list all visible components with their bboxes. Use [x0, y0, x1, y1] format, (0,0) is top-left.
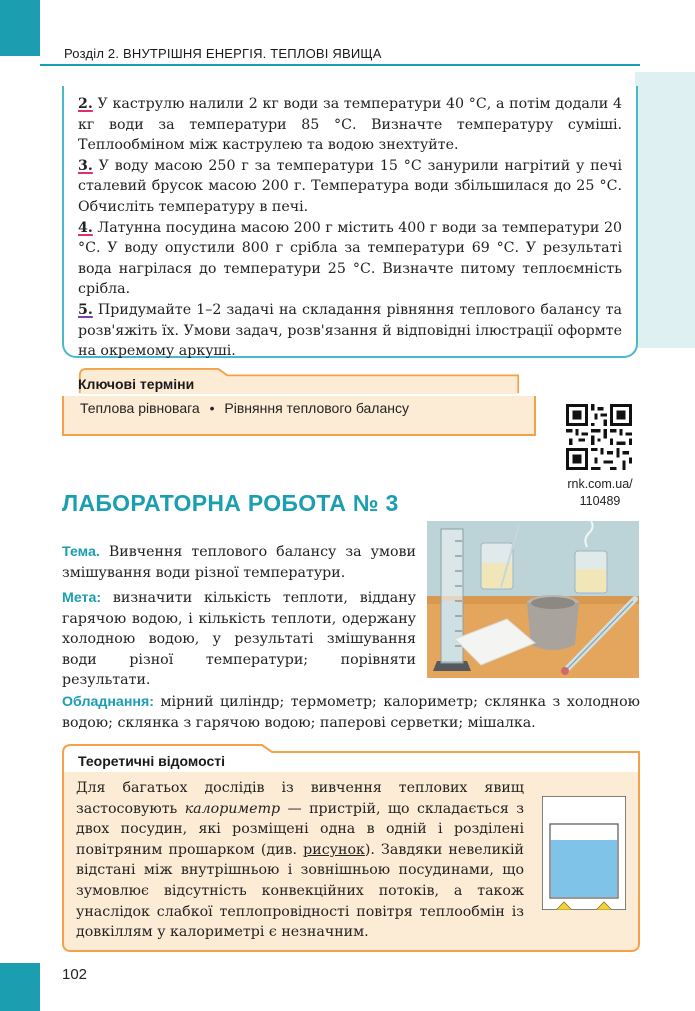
task-text: Латунна посудина масою 200 г містить 400 г води за температури 20 °С. У воду опустили 800 г срібла за температури 69 °С. У результаті вода нагрілася до температури 25 °С. Визначте питому теплоємність срібла. [78, 219, 622, 298]
key-term-separator: • [209, 400, 215, 416]
task-3 [78, 156, 622, 218]
key-terms-body [62, 396, 536, 436]
equipment-label: Обладнання: [62, 694, 154, 710]
task-4 [78, 218, 622, 300]
topic-label: Тема. [62, 544, 100, 560]
corner-tab-bottom [0, 963, 40, 1011]
header-rule [40, 64, 640, 66]
calorimeter-diagram [542, 796, 626, 910]
theory-text-part: Для багатьох дослідів із вивчення теплових явищ застосовують [76, 780, 524, 817]
section-header: Розділ 2. ВНУТРІШНЯ ЕНЕРГІЯ. ТЕПЛОВІ ЯВИЩА [64, 46, 382, 61]
goal-label: Мета: [62, 590, 102, 606]
key-terms-box [62, 368, 536, 436]
qr-link-line1: rnk.com.ua/ [567, 477, 633, 491]
qr-link-line2: 110489 [579, 494, 621, 508]
task-2 [78, 94, 622, 156]
lab-equipment [62, 692, 640, 733]
task-text: У каструлю налили 2 кг води за температури 40 °С, а потім додали 4 кг води за температури 85 °С. Визначте температуру суміші. Теплообміном між каструлею та водою знехтуйте. [78, 96, 622, 154]
topic-text: Вивчення теплового балансу за умови змішування води різної температури. [62, 544, 416, 581]
side-band [635, 72, 695, 348]
theory-body [62, 772, 640, 952]
lab-title: ЛАБОРАТОРНА РОБОТА № 3 [62, 490, 399, 516]
equipment-text: мірний циліндр; термометр; калориметр; склянка з холодною водою; склянка з гарячою водою; паперові серветки; мішалка. [62, 694, 640, 731]
key-terms-title: Ключові терміни [78, 376, 195, 392]
theory-title: Теоретичні відомості [78, 753, 225, 769]
theory-text [76, 778, 524, 943]
lab-goal [62, 588, 416, 691]
goal-text: визначити кількість теплоти, віддану гарячою водою, і кількість теплоти, одержану холодною водою, у результаті змішування води різної температури; порівняти результати. [62, 590, 416, 689]
tasks-box [62, 86, 638, 358]
task-number: 5. [78, 301, 93, 318]
theory-box [62, 744, 640, 952]
corner-tab-top [0, 0, 40, 56]
theory-term: калориметр [184, 800, 281, 817]
theory-text-part: — пристрій, що складається з двох посудин, які розміщені одна в одній і розділені повітряним прошарком (див. [76, 800, 524, 858]
task-number: 3. [78, 157, 93, 174]
lab-topic [62, 542, 416, 583]
theory-text-part: ). Завдяки невеликій відстані між внутрішньою і зовнішньою посудинами, що зумовлює відсутність конвекційних потоків, а також унаслідок слабкої теплопровідності повітря теплообмін із довкіллям у калориметрі є незначним. [76, 841, 524, 941]
task-number: 4. [78, 219, 93, 236]
key-term: Теплова рівновага [80, 400, 200, 416]
figure-link[interactable]: рисунок [303, 841, 365, 858]
lab-equipment-photo [427, 521, 639, 678]
task-number: 2. [78, 96, 93, 112]
task-text: У воду масою 250 г за температури 15 °С занурили нагрітий у печі сталевий брусок масою 200 г. Температура води збільшилася до 25 °С. Обчисліть температуру в печі. [78, 157, 622, 215]
page-number: 102 [62, 966, 88, 983]
key-term: Рівняння теплового балансу [224, 400, 409, 416]
task-5 [78, 300, 622, 362]
qr-link[interactable] [555, 476, 645, 510]
qr-code[interactable] [566, 404, 632, 470]
task-text: Придумайте 1–2 задачі на складання рівняння теплового балансу та розв'яжіть їх. Умови задач, розв'язання й відповідні ілюстрації оформте на окремому аркуші. [78, 301, 622, 360]
